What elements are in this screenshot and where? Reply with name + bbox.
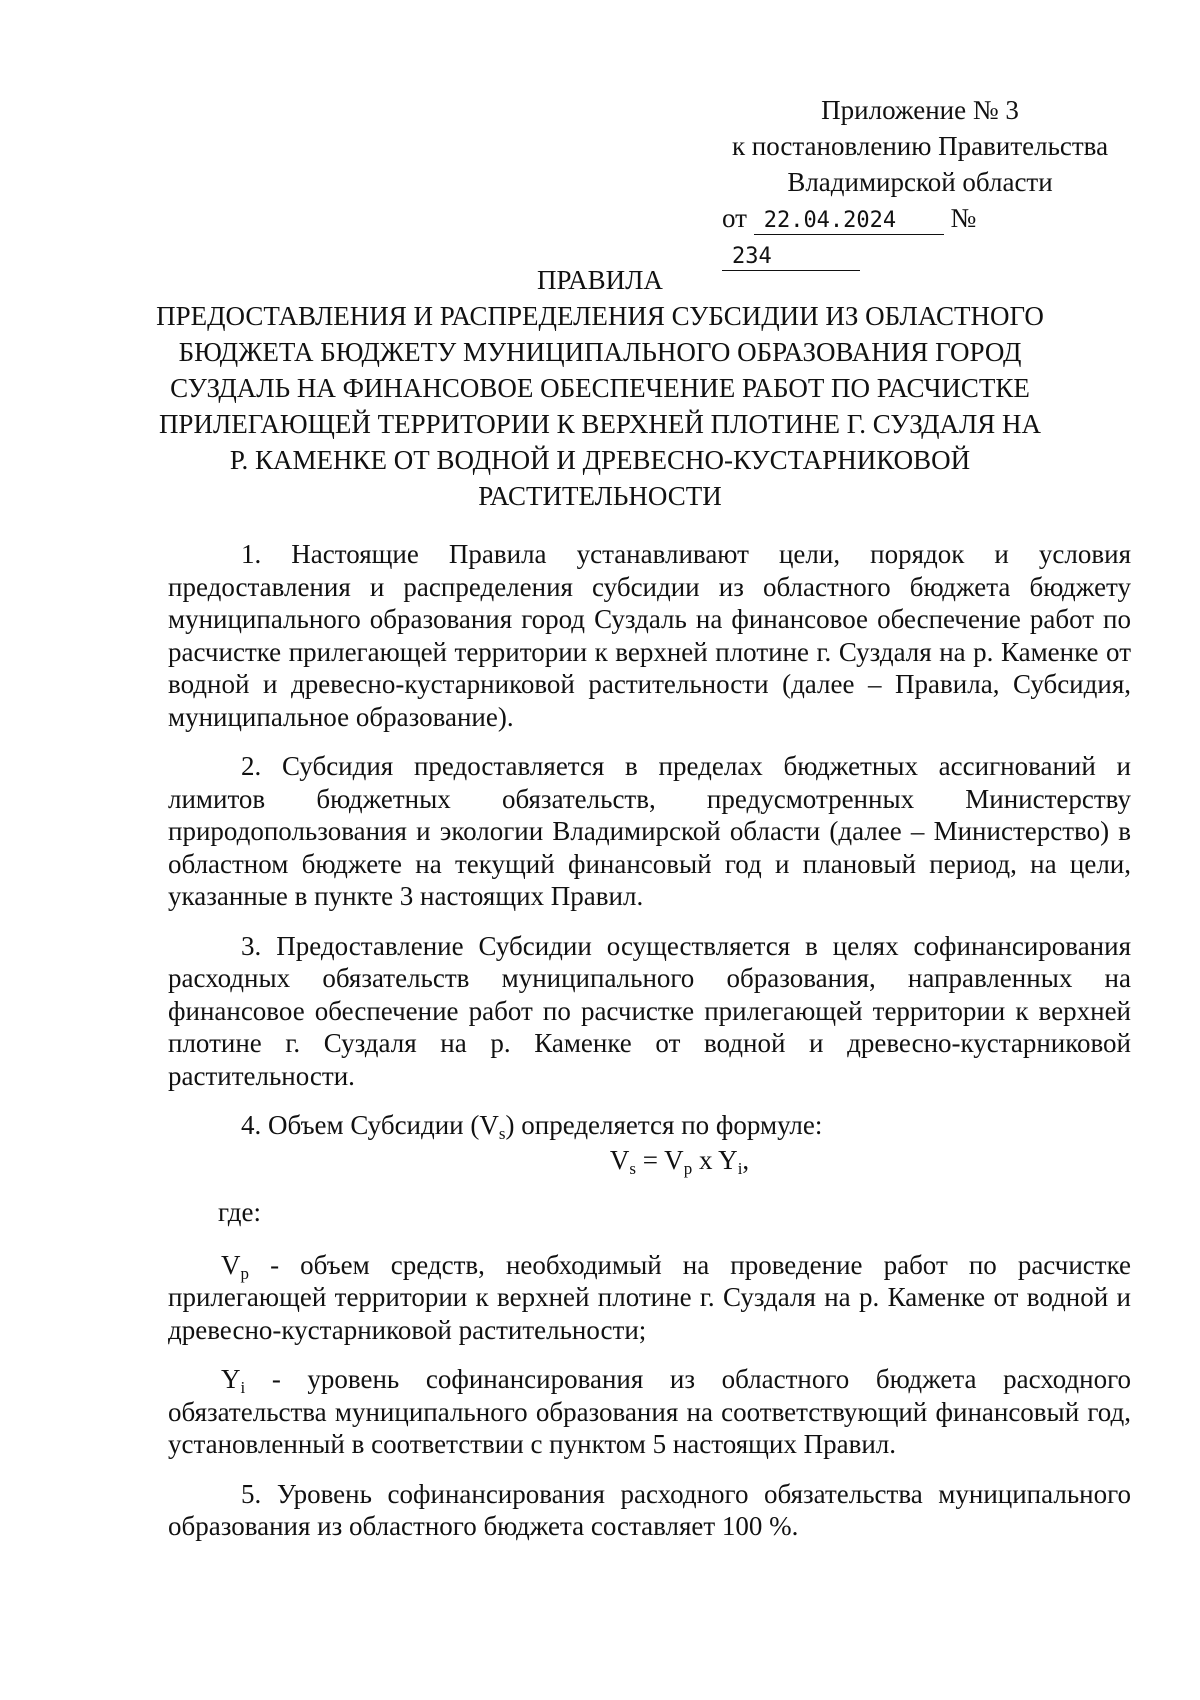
appendix-block xyxy=(720,92,1120,272)
formula-yi-sub: i xyxy=(737,1158,743,1178)
vp-symbol: V xyxy=(221,1249,241,1280)
formula-end: , xyxy=(742,1144,750,1175)
formula-vp-sub: p xyxy=(683,1158,693,1178)
paragraph-2: 2. Субсидия предоставляется в пределах бюджетных ассигнований и лимитов бюджетных обязательств, предусмотренных Министерству природопользования и экологии Владимирской области (далее – Министерство) в областном бюджете на текущий финансовый год и плановый период, на цели, указанные в пункте 3 настоящих Правил. xyxy=(168,751,1131,911)
title-subheading: ПРЕДОСТАВЛЕНИЯ И РАСПРЕДЕЛЕНИЯ СУБСИДИИ ИЗ ОБЛАСТНОГО БЮДЖЕТА БЮДЖЕТУ МУНИЦИПАЛЬНОГО ОБРАЗОВАНИЯ ГОРОД СУЗДАЛЬ НА ФИНАНСОВОЕ ОБЕСПЕЧЕНИЕ РАБОТ ПО РАСЧИСТКЕ ПРИЛЕГАЮЩЕЙ ТЕРРИТОРИИ К ВЕРХНЕЙ ПЛОТИНЕ Г. СУЗДАЛЯ НА Р. КАМЕНКЕ ОТ ВОДНОЙ И ДРЕВЕСНО-КУСТАРНИКОВОЙ РАСТИТЕЛЬНОСТИ xyxy=(156,301,1044,511)
p4-before: 4. Объем Субсидии (V xyxy=(241,1110,499,1140)
where-label: где: xyxy=(218,1197,261,1227)
subsidy-formula xyxy=(168,1144,1131,1177)
appendix-region: Владимирской области xyxy=(787,167,1053,197)
resolution-date: 22.04.2024 xyxy=(754,208,944,235)
paragraph-3: 3. Предоставление Субсидии осуществляется в целях софинансирования расходных обязательств муниципального образования, направленных на финансовое обеспечение работ по расчистке прилегающей территории к верхней плотине г. Суздаля на р. Каменке от водной и древесно-кустарниковой растительности. xyxy=(168,930,1131,1091)
formula-v: V xyxy=(609,1144,630,1175)
formula-v-sub: s xyxy=(629,1158,636,1178)
yi-text: - уровень софинансирования из областного бюджета расходного обязательства муниципального образования на соответствующий финансовый год, установленный в соответствии с пунктом 5 настоящих Правил. xyxy=(168,1364,1131,1459)
number-label: № xyxy=(950,203,977,233)
definition-yi xyxy=(168,1363,1131,1461)
title-heading: ПРАВИЛА xyxy=(537,265,663,295)
paragraph-1: 1. Настоящие Правила устанавливают цели, порядок и условия предоставления и распределения субсидии из областного бюджета бюджету муниципального образования город Суздаль на финансовое обеспечение работ по расчистке прилегающей территории к верхней плотине г. Суздаля на р. Каменке от водной и древесно-кустарниковой растительности (далее – Правила, Субсидия, муниципальное образование). xyxy=(168,539,1131,732)
vp-text: - объем средств, необходимый на проведение работ по расчистке прилегающей территории к верхней плотине г. Суздаля на р. Каменке от водной и древесно-кустарниковой растительности; xyxy=(168,1249,1131,1345)
yi-sub: i xyxy=(240,1378,246,1397)
formula-x: x Y xyxy=(692,1144,738,1175)
vp-sub: p xyxy=(240,1263,249,1283)
document-body xyxy=(168,538,1131,1560)
yi-symbol: Y xyxy=(221,1364,241,1394)
document-title xyxy=(150,262,1050,514)
paragraph-4 xyxy=(168,1109,1131,1142)
resolution-number: 234 xyxy=(722,244,860,271)
formula-eq: = V xyxy=(635,1144,684,1175)
p4-after: ) определяется по формуле: xyxy=(505,1110,823,1140)
p4-sub: s xyxy=(498,1124,506,1143)
from-label: от xyxy=(722,203,747,233)
definition-vp xyxy=(168,1249,1131,1347)
appendix-resolution: к постановлению Правительства xyxy=(731,131,1109,161)
appendix-number: Приложение № 3 xyxy=(821,95,1019,125)
paragraph-5: 5. Уровень софинансирования расходного обязательства муниципального образования из областного бюджета составляет 100 %. xyxy=(168,1478,1131,1541)
